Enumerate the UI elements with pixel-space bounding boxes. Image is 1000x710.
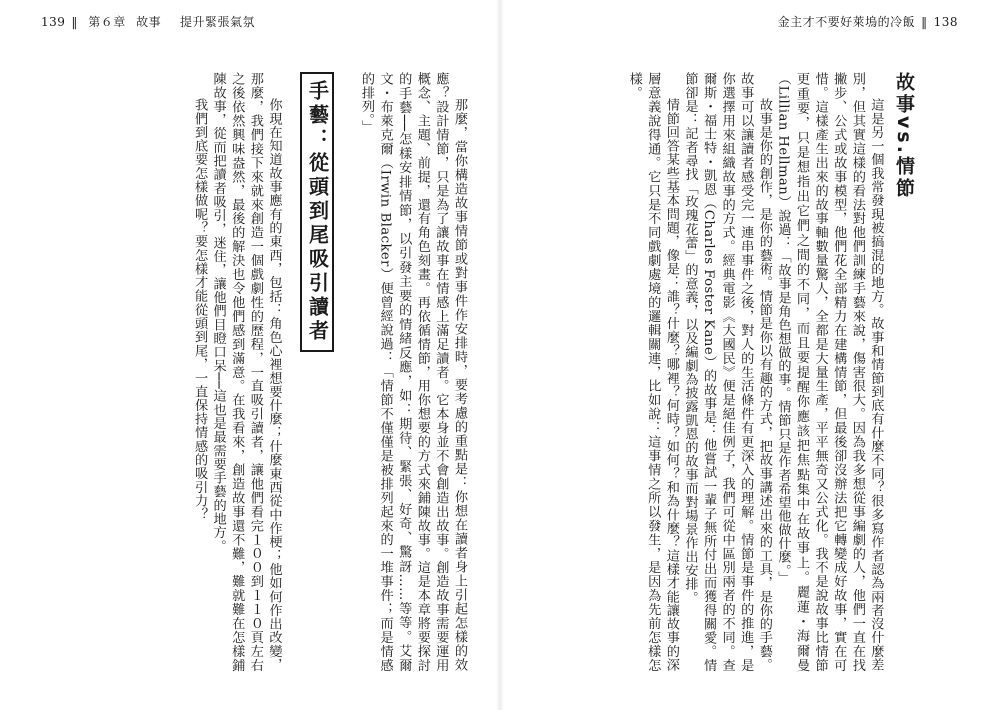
- section-heading-story-vs-plot: 故事vs.情節: [893, 72, 915, 200]
- body-paragraph: 這是另一個我常發現被搞混的地方。故事和情節到底有什麼不同？很多寫作者認為兩者沒什麼差別，但其實這樣的看法對他們訓練手藝來說，傷害很大。因為我多想從事編劇的人，他們一直在找撇步、公式或故事模型，他們花全部精力在建構情節，但最後卻沒辦法把它轉變成好故事，實在可惜。這樣產生出來的故事軸數量驚人，全都是大量生產，平平無奇又公式化。我不是說故事比情節更重要，只是想指出它們之間的不同，而且要提醒你應該把焦點集中在故事上。麗蓮・海爾曼（Lillian Hellman）說過：「故事是角色想做的事。情節只是作者希望他做什麼。」: [775, 72, 884, 672]
- book-gutter: [496, 0, 504, 710]
- body-paragraph: 那麼，當你構造故事情節或對事件作安排時，要考慮的重點是：你想在讀者身上引起怎樣的效應？設計情節，只是為了讓故事在情感上滿足讀者。它本身並不會創造出故事。創造故事需要運用概念、主題、前提，還有角色刻畫。再依循情節，用你想要的方式來鋪陳故事。這是本章將要探討的手藝──怎樣安排情節，以引發主要的情緒反應，如：期待、緊張、好奇、驚訝……等等。艾爾文・布萊克爾（Irwin Blacker）便曾經說過：「情節不僅僅是被排列起來的一堆事件；而是情感的排列。」: [359, 72, 467, 672]
- left-section-title: 提升緊張氣氛: [180, 15, 256, 29]
- left-running-header: [41, 13, 261, 30]
- book-title: 金主才不要好萊塢的冷飯: [777, 15, 916, 29]
- body-paragraph: 我們到底要怎樣做呢？要怎樣才能從頭到尾，一直保持情感的吸引力？: [192, 98, 208, 522]
- header-separator: ‖: [921, 15, 928, 29]
- right-running-header: [772, 13, 958, 30]
- left-chapter-title: 故事: [136, 15, 162, 29]
- body-paragraph: 故事是你的創作，是你的藝術。情節是你以有趣的方式，把故事講述出來的工具，是你的手藝。故事可以讓讀者感受完一連串事件之後，對人的生活條件有更深入的理解。情節是事件的推進，是你選擇用來組織故事的方式。經典電影《大國民》便是絕佳例子，我們可從中區別兩者的不同。查爾斯・福士特・凱恩（Charles Foster Kane）的故事是：他嘗試一輩子無所付出而獲得關愛。情節卻是：記者尋找「玫瑰花蕾」的意義，以及編劇為披露凱恩的故事而對場景作出安排。: [682, 72, 772, 672]
- body-paragraph: 你現在知道故事應有的東西，包括：角色心裡想要什麼；什麼東西從中作梗；他如何作出改變，那麼，我們接下來就來創造一個戲劇性的歷程，一直吸引讀者，讓他們看完１００到１１０頁左右之後依然興味盎然，最後的解決也令他們感到滿意。在我看來，創造故事還不難，難就難在怎樣鋪陳故事，從而把讀者吸引，迷住，讓他們目瞪口呆──這也是最需要手藝的地方。: [210, 72, 282, 672]
- section-heading-craft: 手藝：從頭到尾吸引讀者: [300, 72, 334, 352]
- left-page-number: 139: [41, 15, 66, 29]
- right-page-number: 138: [933, 15, 958, 29]
- left-chapter-label: 第６章: [88, 15, 126, 29]
- right-page-body: [573, 72, 913, 672]
- body-paragraph: 情節回答某些基本問題，像是：誰？什麼？哪裡？何時？如何？和為什麼？這樣才能讓故事的深層意義說得通。它只是不同戲劇處境的邏輯關連，比如說：這事情之所以發生，是因為先前怎樣怎樣。: [626, 72, 679, 672]
- header-separator: ‖: [71, 15, 78, 29]
- left-page-body: [100, 72, 468, 672]
